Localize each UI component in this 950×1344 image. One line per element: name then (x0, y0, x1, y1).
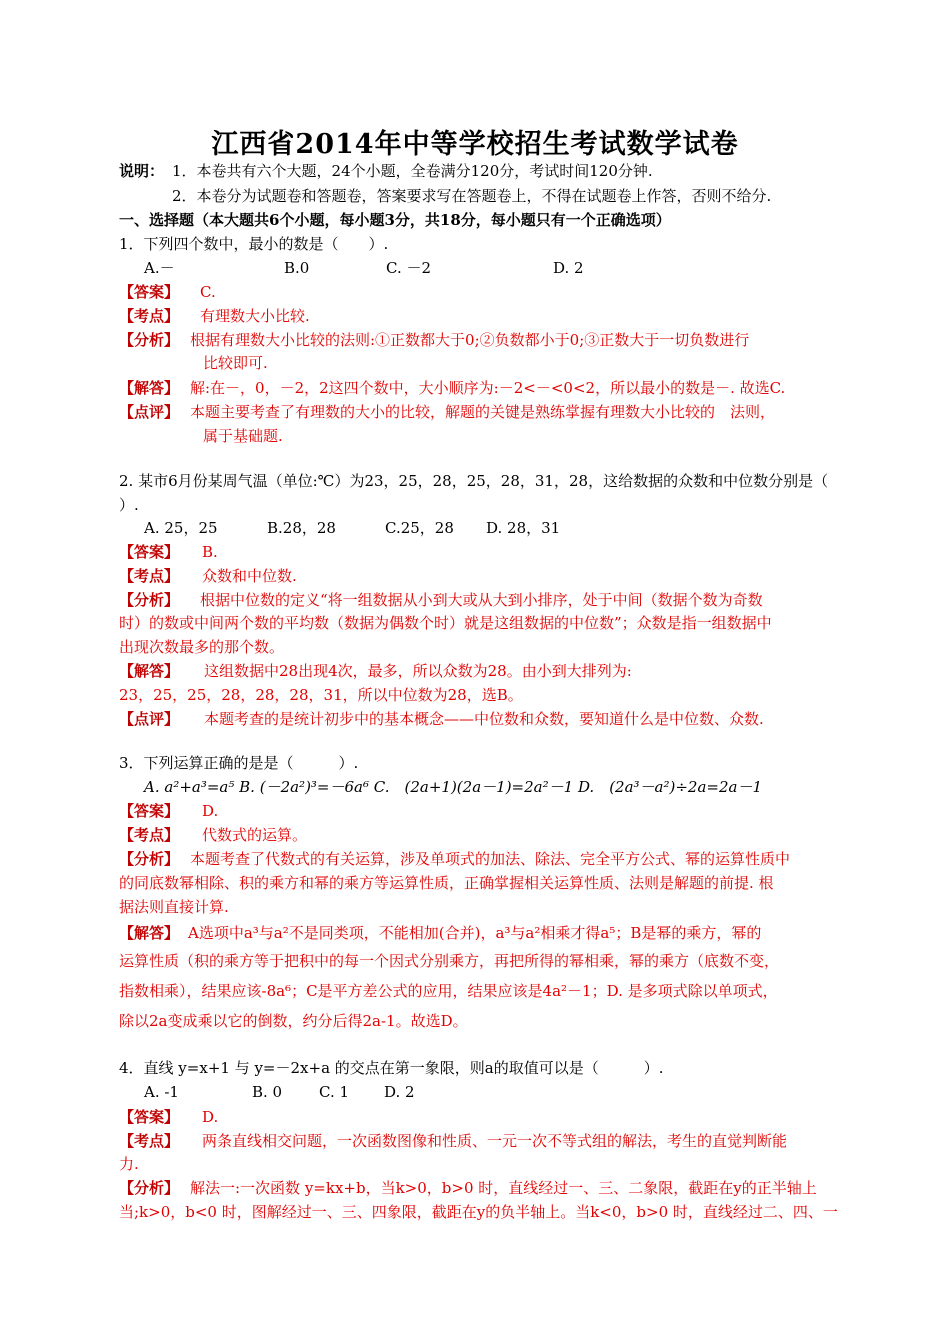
q2-answer-tag: 【答案】 (119, 543, 180, 561)
q1-comment-1: 本题主要考查了有理数的大小的比较，解题的关键是熟练掌握有理数大小比较的 法则， (190, 403, 776, 421)
q2-analysis-2: 时）的数或中间两个数的平均数（数据为偶数个时）就是这组数据的中位数”；众数是指一组数据中 (119, 614, 772, 632)
q4-answer: D. (202, 1108, 219, 1126)
q2-stem-1: 2. 某市6月份某周气温（单位:℃）为23，25，28，25，28，31，28，这给数据的众数和中位数分别是（ (119, 472, 829, 490)
q4-analysis-tag: 【分析】 (119, 1179, 180, 1197)
q3-stem: 3．下列运算正确的是是（ ）. (119, 754, 359, 772)
q1-point: 有理数大小比较. (200, 307, 310, 325)
q2-comment: 本题考查的是统计初步中的基本概念——中位数和众数，要知道什么是中位数、众数. (204, 710, 764, 728)
q1-point-tag: 【考点】 (119, 307, 180, 325)
q2-comment-tag: 【点评】 (119, 710, 180, 728)
q2-option-d: D. 28，31 (486, 519, 561, 537)
q4-analysis-2: 当;k>0，b<0 时，图解经过一、三、四象限，截距在y的负半轴上。当k<0，b>0 时，直线经过二、四、一 (119, 1203, 838, 1221)
q2-analysis-3: 出现次数最多的那个数。 (119, 638, 285, 656)
q3-point-tag: 【考点】 (119, 826, 180, 844)
q3-analysis-tag: 【分析】 (119, 850, 180, 868)
q1-analysis-2: 比较即可. (203, 354, 268, 372)
q1-analysis-1: 根据有理数大小比较的法则:①正数都大于0;②负数都小于0;③正数大于一切负数进行 (190, 331, 750, 349)
q4-answer-tag: 【答案】 (119, 1108, 180, 1126)
q2-analysis-tag: 【分析】 (119, 591, 180, 609)
q3-analysis-1: 本题考查了代数式的有关运算，涉及单项式的加法、除法、完全平方公式、幂的运算性质中 (190, 850, 791, 868)
q4-option-d: D. 2 (384, 1083, 415, 1101)
q2-option-b: B.28，28 (267, 519, 336, 537)
q4-point-2: 力. (119, 1155, 139, 1173)
q1-option-b: B.0 (284, 259, 310, 277)
q1-solution-tag: 【解答】 (119, 379, 180, 397)
q2-point-tag: 【考点】 (119, 567, 180, 585)
q1-option-d: D. 2 (553, 259, 584, 277)
q4-stem: 4．直线 y=x+1 与 y=－2x+a 的交点在第一象限，则a的取值可以是（ ）. (119, 1059, 664, 1077)
q2-solution-1: 这组数据中28出现4次，最多，所以众数为28。由小到大排列为: (204, 662, 632, 680)
q3-answer-tag: 【答案】 (119, 802, 180, 820)
q3-point: 代数式的运算。 (202, 826, 308, 844)
q3-option-d: D. (2a³－a²)÷2a=2a－1 (577, 778, 763, 796)
q2-option-a: A. 25，25 (144, 519, 218, 537)
q4-analysis-1: 解法一:一次函数 y=kx+b，当k>0，b>0 时，直线经过一、三、二象限，截距在y的正半轴上 (190, 1179, 817, 1197)
q1-analysis-tag: 【分析】 (119, 331, 180, 349)
instructions-line-2: 2．本卷分为试题卷和答题卷，答案要求写在答题卷上，不得在试题卷上作答，否则不给分. (172, 187, 772, 205)
page-title: 江西省2014年中等学校招生考试数学试卷 (211, 129, 739, 160)
q4-option-b: B. 0 (252, 1083, 283, 1101)
q3-option-a: A. a²+a³=a⁵ (144, 778, 235, 796)
q4-option-c: C. 1 (319, 1083, 350, 1101)
q1-answer: C. (200, 283, 216, 301)
q1-solution: 解:在－，0，－2，2这四个数中，大小顺序为:－2<－<0<2，所以最小的数是－. 故选C. (190, 379, 786, 397)
q3-answer: D. (202, 802, 219, 820)
q2-stem-2: ）. (119, 496, 139, 514)
q4-point-1: 两条直线相交问题，一次函数图像和性质、一元一次不等式组的解法，考生的直觉判断能 (202, 1132, 788, 1150)
q3-option-b: B. (－2a²)³=－6a⁶ (239, 778, 370, 796)
q2-solution-2: 23，25，25，28，28，28，31，所以中位数为28，选B。 (119, 686, 523, 704)
q3-option-c: C. (2a+1)(2a－1)=2a²－1 (373, 778, 574, 796)
q1-answer-tag: 【答案】 (119, 283, 180, 301)
q3-options (144, 776, 762, 798)
q3-solution-4: 除以2a变成乘以它的倒数，约分后得2a-1。故选D。 (119, 1012, 468, 1030)
q2-point: 众数和中位数. (202, 567, 297, 585)
q1-comment-tag: 【点评】 (119, 403, 180, 421)
q3-solution-2: 运算性质（积的乘方等于把积中的每一个因式分别乘方，再把所得的幂相乘，幂的乘方（底数不变， (119, 952, 780, 970)
q4-option-a: A. -1 (144, 1083, 179, 1101)
instructions-label: 说明： (119, 162, 165, 180)
q3-analysis-2: 的同底数幂相除、积的乘方和幂的乘方等运算性质，正确掌握相关运算性质、法则是解题的前提. 根 (119, 874, 774, 892)
q1-option-a: A.－ (144, 259, 175, 277)
q3-solution-tag: 【解答】 (119, 924, 180, 942)
q1-option-c: C. －2 (386, 259, 432, 277)
q3-analysis-3: 据法则直接计算. (119, 898, 229, 916)
q2-analysis-1: 根据中位数的定义“将一组数据从小到大或从大到小排序，处于中间（数据个数为奇数 (200, 591, 763, 609)
q2-answer: B. (202, 543, 218, 561)
q2-solution-tag: 【解答】 (119, 662, 180, 680)
q2-option-c: C.25，28 (385, 519, 454, 537)
q3-solution-3: 指数相乘），结果应该-8a⁶；C是平方差公式的应用，结果应该是4a²－1；D. 是多项式除以单项式， (119, 982, 778, 1000)
q1-stem: 1．下列四个数中，最小的数是（ ）. (119, 235, 389, 253)
q4-point-tag: 【考点】 (119, 1132, 180, 1150)
instructions-line-1: 1．本卷共有六个大题，24个小题，全卷满分120分，考试时间120分钟. (172, 162, 653, 180)
section-heading: 一、选择题（本大题共6个小题，每小题3分，共18分，每小题只有一个正确选项） (119, 211, 671, 229)
q3-solution-1: A选项中a³与a²不是同类项，不能相加(合并)，a³与a²相乘才得a⁵；B是幂的乘方，幂的 (188, 924, 762, 942)
q1-comment-2: 属于基础题. (203, 427, 283, 445)
